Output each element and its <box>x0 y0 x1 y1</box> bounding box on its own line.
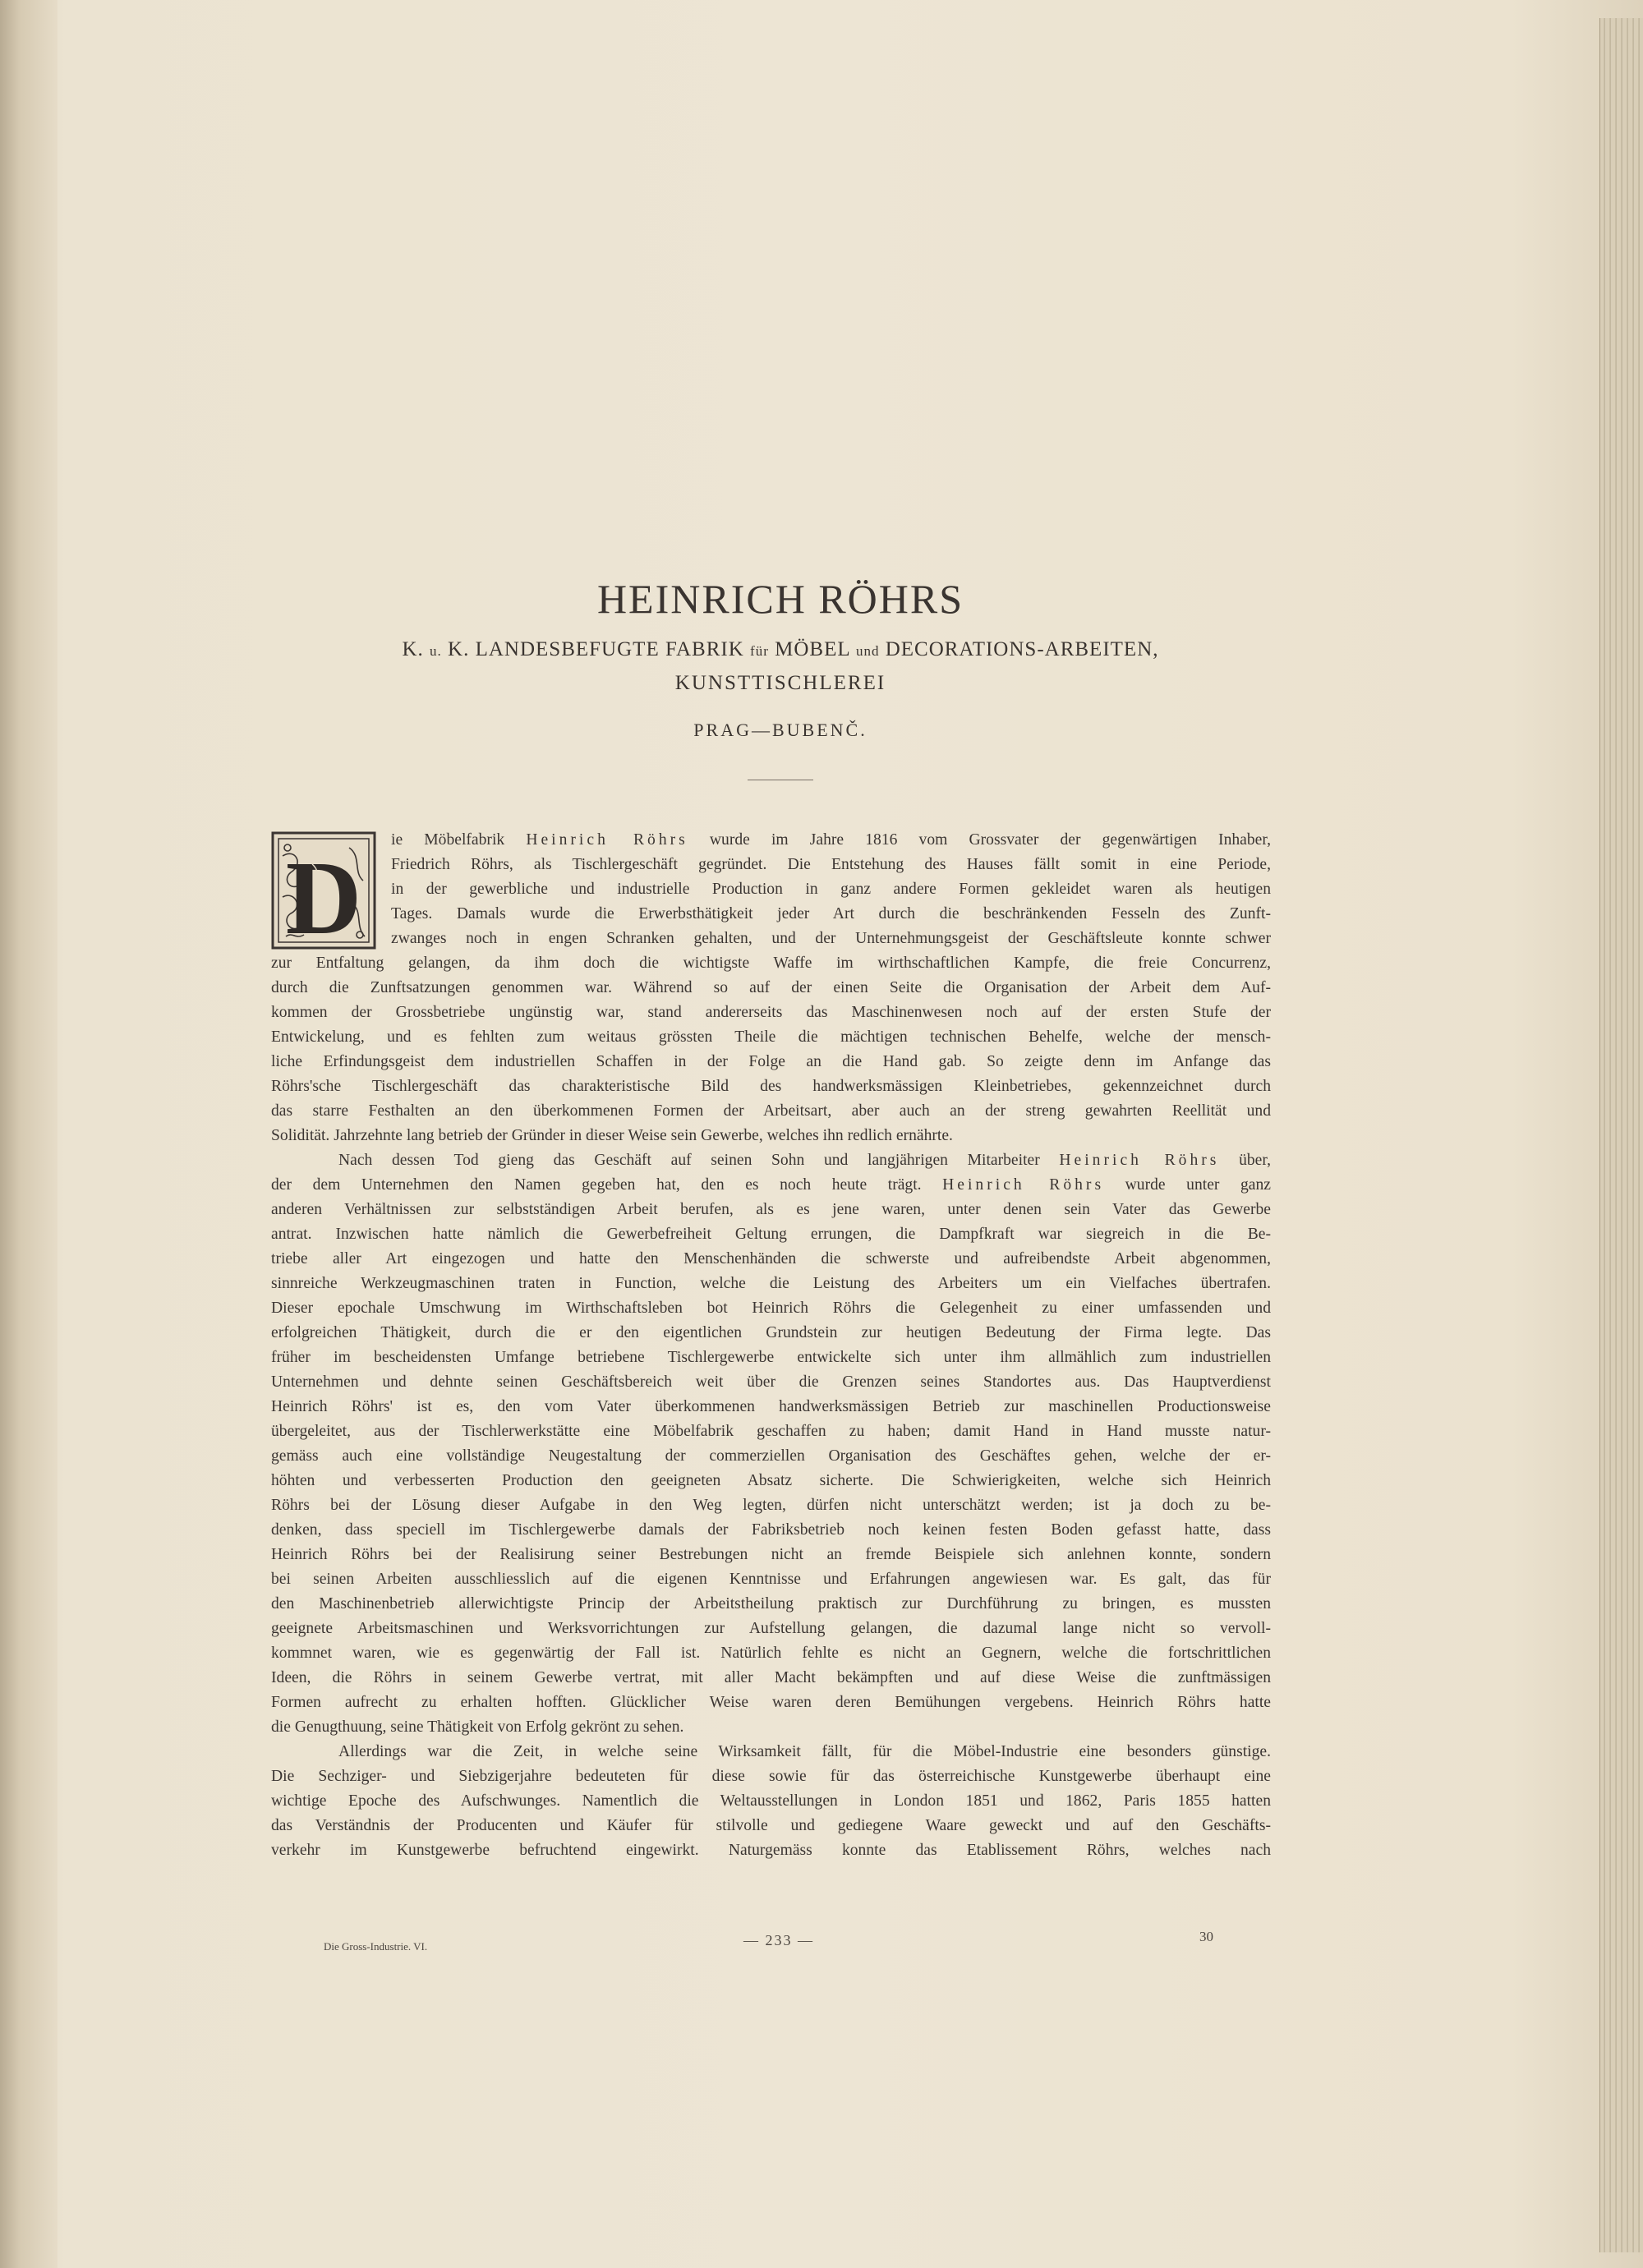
subtitle-part: MÖBEL <box>775 638 850 660</box>
text-line: zur Entfaltung gelangen, da ihm doch die wichtigste Waffe im wirthschaftlichen Kampfe, die freie Concurrenz, <box>271 955 1271 972</box>
text-line: Unternehmen und dehnte seinen Geschäftsbereich weit über die Grenzen seines Standortes aus. Das Hauptverdienst <box>271 1373 1271 1391</box>
text-line: antrat. Inzwischen hatte nämlich die Gewerbefreiheit Geltung errungen, die Dampfkraft war siegreich in die Be- <box>271 1226 1271 1243</box>
text-line: geeignete Arbeitsmaschinen und Werksvorrichtungen zur Aufstellung gelangen, die dazumal lange nicht so vervoll- <box>271 1620 1271 1637</box>
text-line: Friedrich Röhrs, als Tischlergeschäft gegründet. Die Entstehung des Hauses fällt somit in eine Periode, <box>391 856 1271 873</box>
subtitle-part: und <box>855 643 880 659</box>
text-line: höhten und verbesserten Production den geeigneten Absatz sicherte. Die Schwierigkeiten, welche sich Heinrich <box>271 1472 1271 1489</box>
page-stack-edge <box>1599 18 1643 2252</box>
text-line: verkehr im Kunstgewerbe befruchtend eingewirkt. Naturgemäss konnte das Etablissement Röhrs, welches nach <box>271 1842 1271 1859</box>
text-line: früher im bescheidensten Umfange betriebene Tischlergewerbe entwickelte sich unter ihm allmählich zum industriellen <box>271 1349 1271 1366</box>
text-line: erfolgreichen Thätigkeit, durch die er den eigentlichen Grundstein zur heutigen Bedeutung der Firma legte. Das <box>271 1324 1271 1341</box>
text-line: Tages. Damals wurde die Erwerbsthätigkeit jeder Art durch die beschränkenden Fesseln des Zunft- <box>391 905 1271 922</box>
subtitle-part: DECORATIONS-ARBEITEN, <box>885 638 1159 660</box>
text-line: den Maschinenbetrieb allerwichtigste Princip der Arbeitstheilung praktisch zur Durchführung zu bringen, es mussten <box>271 1595 1271 1612</box>
text-line: Formen aufrecht zu erhalten hofften. Glücklicher Weise waren deren Bemühungen vergebens. Heinrich Röhrs hatte <box>271 1694 1271 1711</box>
text-line: Entwickelung, und es fehlten zum weitaus grössten Theile die mächtigen technischen Behelfe, welche der mensch- <box>271 1028 1271 1046</box>
text-line: Allerdings war die Zeit, in welche seine Wirksamkeit fällt, für die Möbel-Industrie eine besonders günstige. <box>338 1743 1271 1760</box>
subtitle-part: für <box>750 643 769 659</box>
subtitle-part: K. <box>402 638 424 660</box>
company-subtitle <box>0 638 1561 661</box>
ornate-initial-d-icon <box>271 831 376 950</box>
text-line: kommnet waren, wie es gegenwärtig der Fall ist. Natürlich fehlte es nicht an Gegnern, welche die fortschrittlichen <box>271 1645 1271 1662</box>
text-line: wichtige Epoche des Aufschwunges. Namentlich die Weltausstellungen in London 1851 und 1862, Paris 1855 hatten <box>271 1792 1271 1810</box>
text-line: anderen Verhältnissen zur selbstständigen Arbeit berufen, als es jene waren, unter denen sein Vater das Gewerbe <box>271 1201 1271 1218</box>
text-line: triebe aller Art eingezogen und hatte den Menschenhänden die schwerste und aufreibendste Arbeit abgenommen, <box>271 1250 1271 1267</box>
signature-mark: 30 <box>1199 1929 1213 1944</box>
text-line: liche Erfindungsgeist dem industriellen Schaffen in der Folge an die Hand gab. So zeigte denn im Anfange das <box>271 1053 1271 1070</box>
text-line: Die Sechziger- und Siebzigerjahre bedeuteten für diese sowie für das österreichische Kunstgewerbe überhaupt eine <box>271 1768 1271 1785</box>
text-line: Heinrich Röhrs bei der Realisirung seiner Bestrebungen nicht an fremde Beispiele sich anlehnen konnte, sondern <box>271 1546 1271 1563</box>
text-line: Röhrs'sche Tischlergeschäft das charakteristische Bild des handwerksmässigen Kleinbetriebes, gekennzeichnet durch <box>271 1078 1271 1095</box>
book-spine-shadow <box>0 0 58 2268</box>
subtitle-part: u. <box>430 643 442 659</box>
footer-series-title: Die Gross-Industrie. VI. <box>324 1940 428 1953</box>
text-line: in der gewerbliche und industrielle Production in ganz andere Formen gekleidet waren als heutigen <box>391 881 1271 898</box>
text-line: sinnreiche Werkzeugmaschinen traten in Function, welche die Leistung des Arbeiters um ein Vielfaches übertrafen. <box>271 1275 1271 1292</box>
text-line: durch die Zunftsatzungen genommen war. Während so auf der einen Seite die Organisation der Arbeit dem Auf- <box>271 979 1271 996</box>
text-line: zwanges noch in engen Schranken gehalten, und der Unternehmungsgeist der Geschäftsleute konnte schwer <box>391 930 1271 947</box>
text-line: übergeleitet, aus der Tischlerwerkstätte eine Möbelfabrik geschaffen zu haben; damit Hand in Hand musste natur- <box>271 1423 1271 1440</box>
text-line: der dem Unternehmen den Namen gegeben hat, den es noch heute trägt. Heinrich Röhrs wurde unter ganz <box>271 1176 1271 1194</box>
text-line: ie Möbelfabrik Heinrich Röhrs wurde im Jahre 1816 vom Grossvater der gegenwärtigen Inhaber, <box>391 831 1271 849</box>
text-line: Nach dessen Tod gieng das Geschäft auf seinen Sohn und langjährigen Mitarbeiter Heinrich Röhrs über, <box>338 1152 1272 1169</box>
text-line: die Genugthuung, seine Thätigkeit von Erfolg gekrönt zu sehen. <box>271 1718 684 1736</box>
text-line: Röhrs bei der Lösung dieser Aufgabe in den Weg legten, dürfen nicht unterschätzt werden; ist ja doch zu be- <box>271 1497 1271 1514</box>
text-line: denken, dass speciell im Tischlergewerbe damals der Fabriksbetrieb noch keinen festen Boden gefasst hatte, dass <box>271 1521 1271 1539</box>
company-subtitle-line2: KUNSTTISCHLEREI <box>674 672 886 694</box>
text-line: kommen der Grossbetriebe ungünstig war, stand andererseits das Maschinenwesen noch auf der ersten Stufe der <box>271 1004 1271 1021</box>
page-title: HEINRICH RÖHRS <box>596 576 964 622</box>
text-line: Solidität. Jahrzehnte lang betrieb der Gründer in dieser Weise sein Gewerbe, welches ihn redlich ernährte. <box>271 1127 953 1144</box>
page-number: — 233 — <box>743 1932 814 1948</box>
text-line: Ideen, die Röhrs in seinem Gewerbe vertrat, mit aller Macht bekämpften und auf diese Weise die zunftmässigen <box>271 1669 1271 1686</box>
text-line: das Verständnis der Producenten und Käufer für stilvolle und gediegene Waare geweckt und auf den Geschäfts- <box>271 1817 1271 1834</box>
svg-text:D: D <box>285 840 362 950</box>
text-line: Dieser epochale Umschwung im Wirthschaftsleben bot Heinrich Röhrs die Gelegenheit zu einer umfassenden und <box>271 1300 1271 1317</box>
text-line: Heinrich Röhrs' ist es, den vom Vater überkommenen handwerksmässigen Betrieb zur maschinellen Productionsweise <box>271 1398 1271 1415</box>
text-line: gemäss auch eine vollständige Neugestaltung der commerziellen Organisation des Geschäftes gehen, welche der er- <box>271 1447 1271 1465</box>
company-location: PRAG—BUBENČ. <box>693 720 868 740</box>
text-line: das starre Festhalten an den überkommenen Formen der Arbeitsart, aber auch an der streng gewahrten Reellität und <box>271 1102 1271 1120</box>
text-line: bei seinen Arbeiten ausschliesslich auf die eigenen Kenntnisse und Erfahrungen angewiesen war. Es galt, das für <box>271 1571 1271 1588</box>
subtitle-part: K. LANDESBEFUGTE FABRIK <box>448 638 744 660</box>
